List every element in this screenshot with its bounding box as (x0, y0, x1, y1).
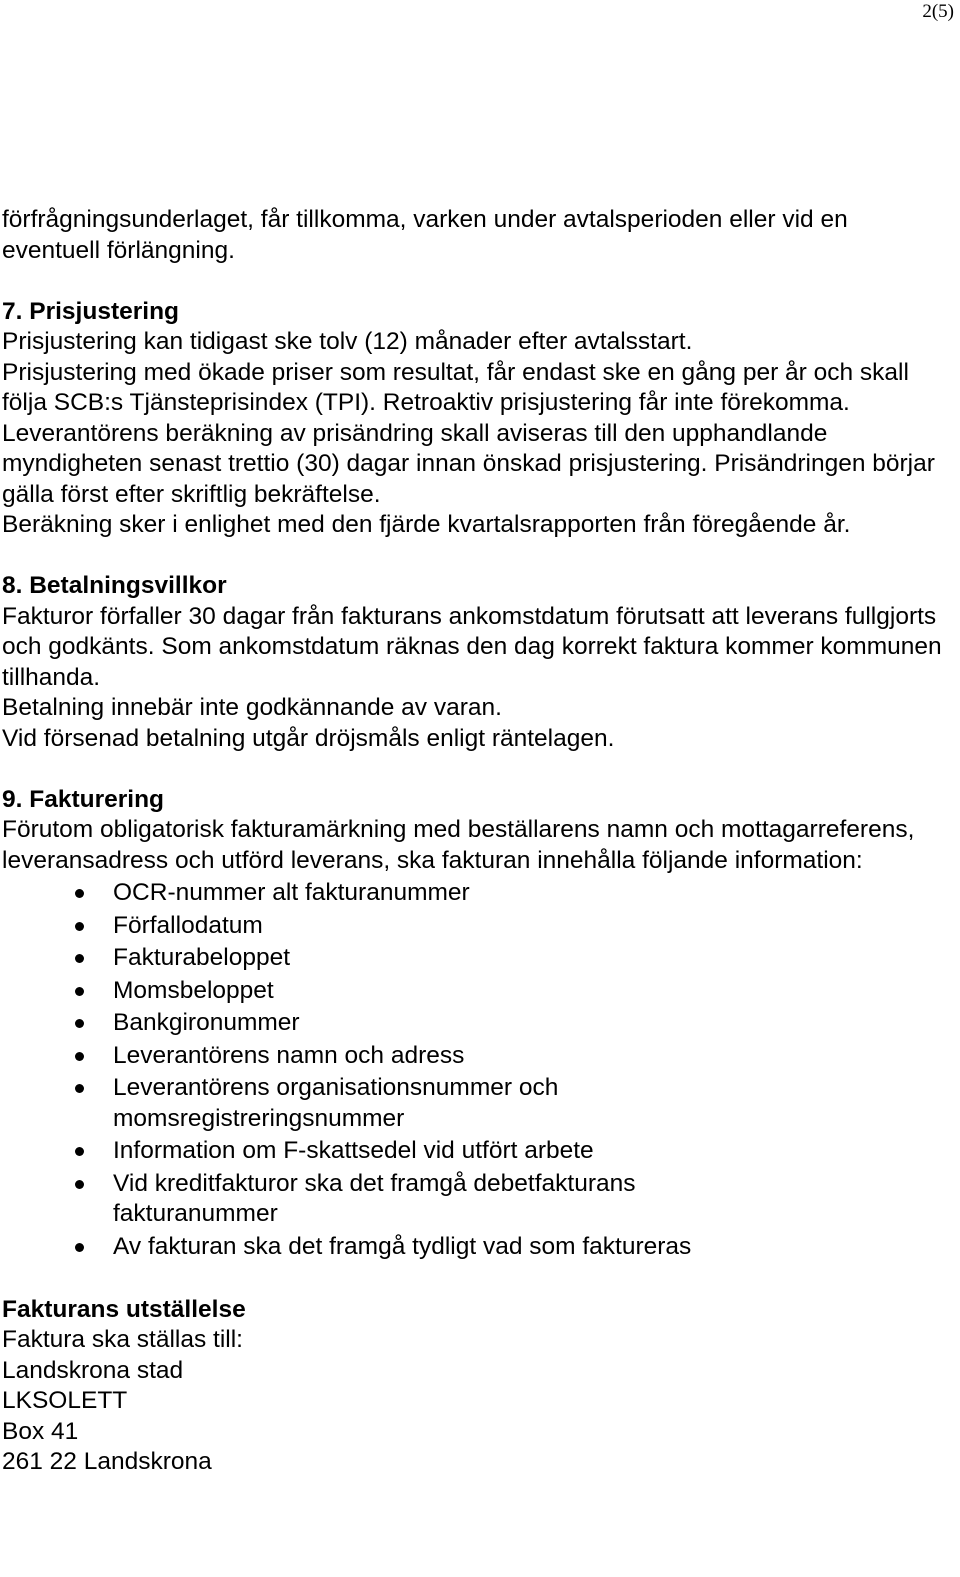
list-item-text: Förfallodatum (113, 911, 263, 939)
list-item (2, 1041, 952, 1072)
paragraph: Förutom obligatorisk fakturamärkning med beställarens namn och mottagarreferens, leveransadress och utförd leverans, ska fakturan innehålla följande information: (2, 816, 915, 874)
section-heading: 9. Fakturering (2, 785, 165, 813)
list-item-text: Bankgironummer (113, 1009, 300, 1036)
page-number: 2(5) (922, 1, 954, 22)
paragraph: Beräkning sker i enlighet med den fjärde kvartalsrapporten från föregående år. (2, 511, 851, 538)
bullet-icon (75, 1180, 84, 1189)
bullet-icon (75, 889, 84, 898)
bullet-icon (75, 987, 84, 996)
list-item (2, 1136, 952, 1167)
bullet-icon (75, 922, 84, 931)
paragraph: Prisjustering med ökade priser som resultat, får endast ske en gång per år och skall följa SCB:s Tjänsteprisindex (TPI). Retroaktiv prisjustering får inte förekomma. (2, 358, 909, 416)
list-item-text: Leverantörens organisationsnummer och momsregistreringsnummer (113, 1074, 559, 1132)
section-heading: Fakturans utställelse (2, 1295, 246, 1323)
section-fakturering (2, 785, 952, 1263)
address-line: LKSOLETT (2, 1387, 128, 1414)
list-item-text: Information om F-skattsedel vid utfört arbete (113, 1137, 594, 1164)
section-prisjustering (2, 297, 952, 541)
paragraph: Vid försenad betalning utgår dröjsmåls enligt räntelagen. (2, 724, 615, 752)
list-item-text: OCR-nummer alt fakturanummer (113, 879, 470, 906)
list-item (2, 1073, 613, 1134)
paragraph: Leverantörens beräkning av prisändring skall aviseras till den upphandlande myndigheten senast trettio (30) dagar innan önskad prisjustering. Prisändringen börjar gälla först efter skriftlig bekräftelse. (2, 419, 935, 508)
bullet-icon (75, 954, 84, 963)
section-heading: 8. Betalningsvillkor (2, 572, 227, 599)
list-item (2, 943, 952, 974)
list-item-text: Av fakturan ska det framgå tydligt vad som faktureras (113, 1232, 692, 1260)
list-item-text: Leverantörens namn och adress (113, 1041, 465, 1069)
paragraph: Betalning innebär inte godkännande av varan. (2, 694, 502, 721)
list-item-text: Vid kreditfakturor ska det framgå debetfakturans fakturanummer (113, 1169, 636, 1227)
list-item-text: Momsbeloppet (113, 976, 274, 1004)
list-item (2, 878, 952, 909)
intro-paragraph: förfrågningsunderlaget, får tillkomma, varken under avtalsperioden eller vid en eventuell förlängning. (2, 206, 848, 264)
bullet-icon (75, 1019, 84, 1028)
invoice-requirements-list (2, 878, 952, 1262)
bullet-icon (75, 1147, 84, 1156)
list-item (2, 1008, 952, 1039)
list-item (2, 1169, 713, 1230)
bullet-icon (75, 1243, 84, 1252)
address-line: Faktura ska ställas till: (2, 1326, 243, 1353)
paragraph: Fakturor förfaller 30 dagar från fakturans ankomstdatum förutsatt att leverans fullgjorts och godkänts. Som ankomstdatum räknas den dag korrekt faktura kommer kommunen tillhanda. (2, 602, 942, 691)
paragraph: Prisjustering kan tidigast ske tolv (12) månader efter avtalsstart. (2, 328, 693, 355)
list-item (2, 911, 952, 942)
address-line: 261 22 Landskrona (2, 1448, 212, 1475)
address-line: Landskrona stad (2, 1356, 184, 1384)
bullet-icon (75, 1052, 84, 1061)
list-item (2, 976, 952, 1007)
list-item (2, 1232, 952, 1263)
section-invoice-address (2, 1295, 952, 1478)
document-body (2, 205, 952, 1478)
section-heading: 7. Prisjustering (2, 297, 180, 325)
list-item-text: Fakturabeloppet (113, 944, 291, 971)
section-betalningsvillkor (2, 571, 952, 754)
address-line: Box 41 (2, 1417, 79, 1445)
bullet-icon (75, 1084, 84, 1093)
